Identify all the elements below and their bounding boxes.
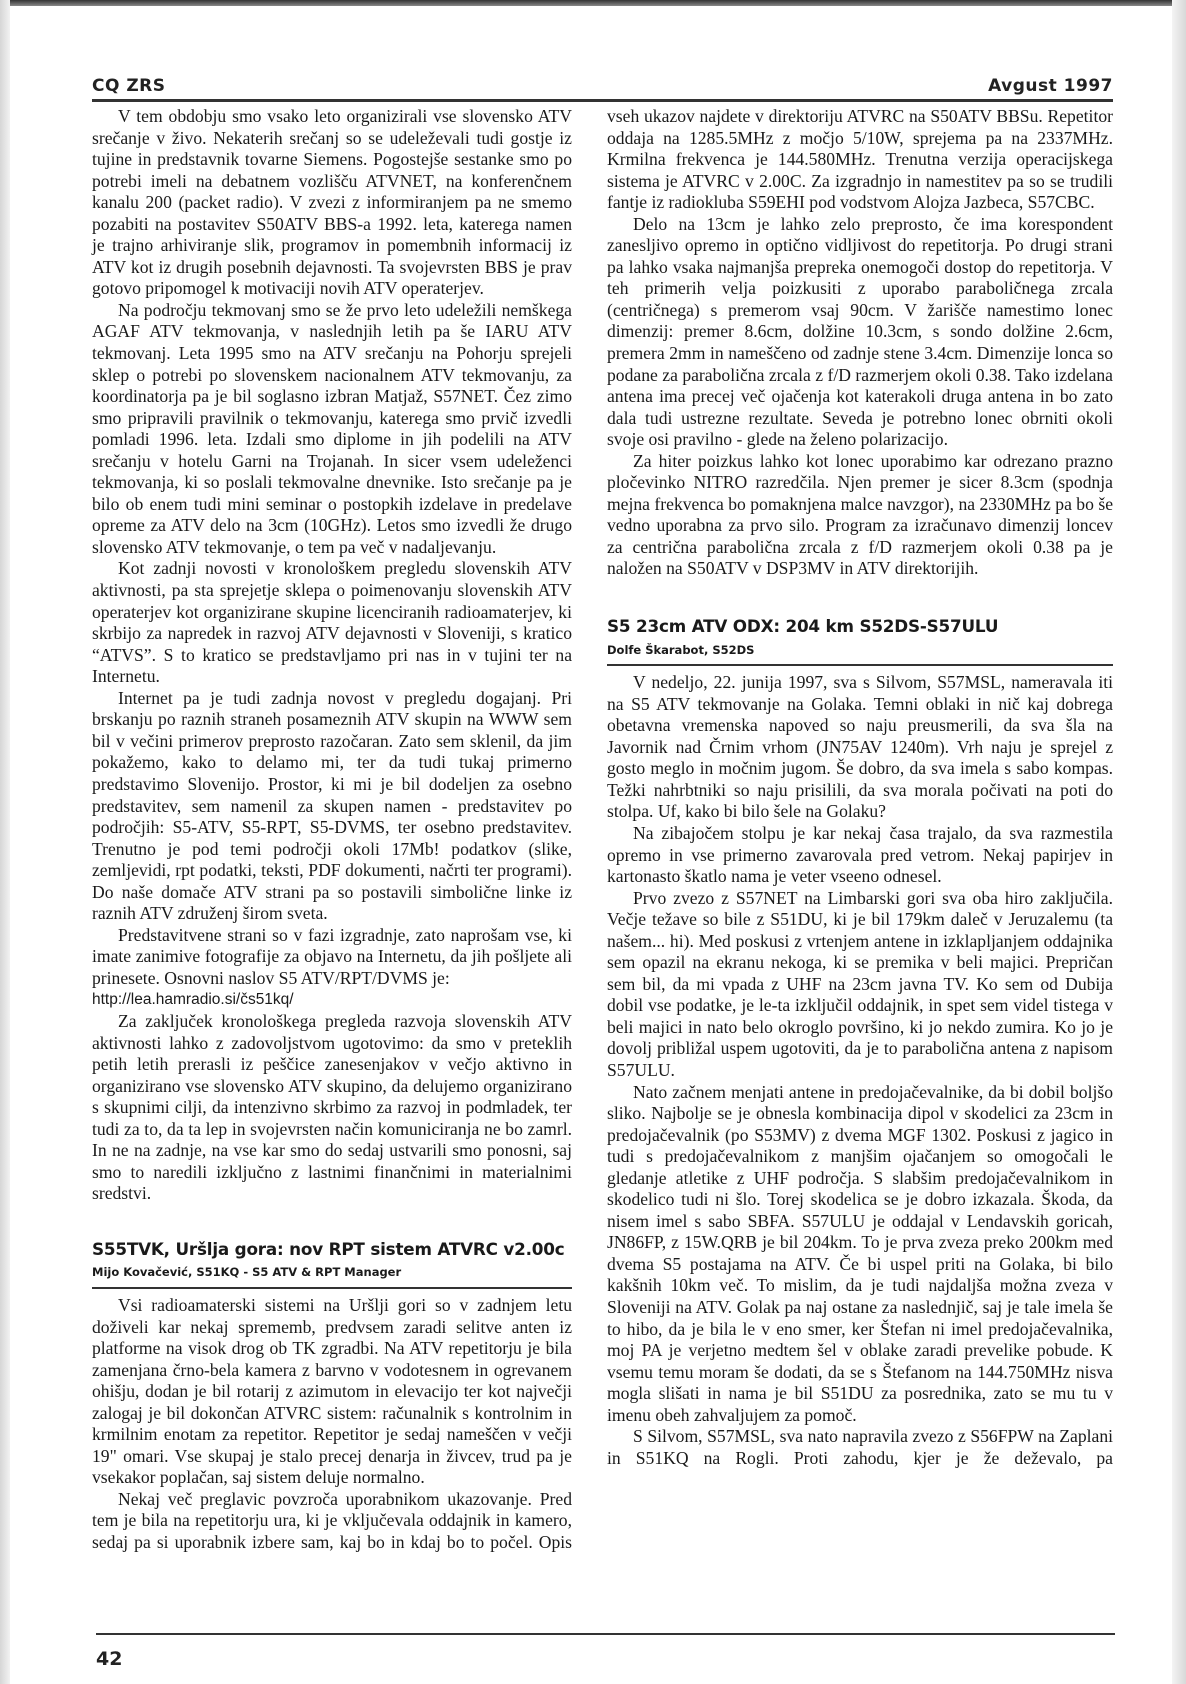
paragraph: V nedeljo, 22. junija 1997, sva s Silvom, S57MSL, nameravala iti na S5 ATV tekmovanje na Golaka. Temni oblaki in nič kaj dobrega obetavna vremenska napoved so naju preusmerili, da sva šla na Javornik nad Črnim vrhom (JN75AV 1240m). Vrh naju je sprejel z gosto meglo in močnim jugom. Še dobro, da sva imela s sabo kompas. Težki nahrbtniki so naju prisilili, da sva morala počivati na poti do stolpa. Uf, kako bi bilo šele na Golaku? [607, 672, 1113, 822]
paragraph: Kot zadnji novosti v kronološkem pregledu slovenskih ATV aktivnosti, pa sta sprejetje sklepa o poimenovanju slovenskih ATV operaterjev kot organizirane skupine licenciranih radioamaterjev, ki skrbijo za napredek in razvoj ATV dejavnosti v Sloveniji, s kratico “ATVS”. S to kratico se predstavljamo pri nas in v tujini ter na Internetu. [92, 558, 572, 687]
article-heading-s5-23cm-odx [607, 616, 1113, 666]
scan-left-edge [0, 0, 10, 1684]
paragraph: Vsi radioamaterski sistemi na Uršlji gori so v zadnjem letu doživeli kar nekaj sprememb, predvsem zaradi selitve anten iz platforme na visok drog ob TK zgradbi. Na ATV repetitorju je bila zamenjana črno-bela kamera z barvno v vodotesnem in ogrevanem ohišju, dodan je bil rotarij z azimutom in elevacijo ter kot največji zalogaj je bil dokončan ATVRC sistem: računalnik s kontrolnim in krmilnim enotam za repetitor. Repetitor je sedaj nameščen v večji 19" omari. Vse skupaj je stalo precej denarja in živcev, trud pa je vsekakor poplačan, saj sistem deluje normalno. [92, 1294, 572, 1488]
paragraph: V tem obdobju smo vsako leto organizirali vse slovensko ATV srečanje v živo. Nekaterih srečanj so se udeleževali tudi gostje iz tujine in predstavnik tovarne Siemens. Pogostejše sestanke smo po potrebi imeli na debatnem vozlišču ATVNET, na konferenčnem kanalu 200 (packet radio). V zvezi z informiranjem pa ne smemo pozabiti na postavitev S50ATV BBS-a 1992. leta, katerega namen je trajno arhiviranje slik, programov in pomembnih informacij iz ATV kot iz drugih posebnih dejavnosti. Ta svojevrsten BBS je prav gotovo pripomogel k motivaciji novih ATV operaterjev. [92, 106, 572, 299]
paragraph: Na zibajočem stolpu je kar nekaj časa trajalo, da sva razmestila opremo in vse primerno zavarovala pred vetrom. Nekaj papirjev in kartonasto škatlo nama je veter vseeno odnesel. [607, 822, 1113, 887]
article-byline: Mijo Kovačević, S51KQ - S5 ATV & RPT Manager [92, 1262, 572, 1289]
paragraph: Za hiter poizkus lahko kot lonec uporabimo kar odrezano prazno pločevinko NITRO razredčila. Njen premer je sicer 8.3cm (spodnja mejna frekvenca bo pomaknjena malce navzgor), na 2330MHz pa bo še vedno uporabna za prvo silo. Program za izračunavo dimenzij loncev za centrična parabolična zrcala z f/D razmerjem okoli 0.38 pa je naložen na S50ATV v DSP3MV in ATV direktorijih. [607, 450, 1113, 579]
paragraph: Internet pa je tudi zadnja novost v pregledu dogajanj. Pri brskanju po raznih straneh posameznih ATV skupin na WWW sem bil v večini primerov preprosto razočaran. Zato sem sklenil, da jim pokažemo, kako to delamo mi, ter da tudi tukaj primerno predstavimo Slovenijo. Prostor, ki mi je bil dodeljen za osebno predstavitev, sem namenil za skupen namen - predstavitev po področjih: S5-ATV, S5-RPT, S5-DVMS, ter osebno predstavitev. Trenutno je pod temi področji okoli 17Mb! podatkov (slike, zemljevidi, rpt podatki, teksti, PDF dokumenti, načrti ter programi). Do naše domače ATV strani pa so postavili simbolične linke iz raznih ATV združenj širom sveta. [92, 687, 572, 924]
right-column [607, 106, 1113, 1469]
paragraph: Za zaključek kronološkega pregleda razvoja slovenskih ATV aktivnosti lahko z zadovoljstvom ugotovimo: da smo v preteklih petih letih prerasli iz peščice zanesenjakov v večjo aktivno in organizirano vse slovensko ATV skupino, da delujemo organizirano s skupnimi cilji, da intenzivno skrbimo za razvoj in podmladek, ter tudi za to, da ta lep in svojevrsten način komuniciranja ne bo zamrl. In ne na zadnje, na vse kar smo do sedaj ustvarili smo ponosni, saj smo to naredili izključno z lastnimi finančnimi in materialnimi sredstvi. [92, 1010, 572, 1204]
paragraph: Na področju tekmovanj smo se že prvo leto udeležili nemškega AGAF ATV tekmovanja, v naslednjih letih pa še IARU ATV tekmovanj. Leta 1995 smo na ATV srečanju na Pohorju sprejeli sklep o potrebi po slovenskem nacionalnem ATV tekmovanju, za koordinatorja pa je bil soglasno izbran Matjaž, S57NET. Čez zimo smo pripravili pravilnik o tekmovanju, katerega smo prvič izvedli pomladi 1996. leta. Izdali smo diplome in jih podelili na ATV srečanju v hotelu Garni na Trojanah. In sicer vsem udeleženci tekmovanja, ki so poslali tekmovalne dnevnike. Isto srečanje pa je bilo ob enem tudi mini seminar o postopkih izdelave in predelave opreme za ATV delo na 3cm (10GHz). Letos smo izvedli že drugo slovensko ATV tekmovanje, o tem pa več v nadaljevanju. [92, 299, 572, 557]
running-header-publication: CQ ZRS [92, 76, 166, 96]
paragraph: Prvo zvezo z S57NET na Limbarski gori sva oba hiro zaključila. Večje težave so bile z S51DU, ki je bil 179km daleč v Jeruzalemu (ta našem... hi). Med poskusi z vrtenjem antene in izklapljanjem oddajnika sem opazil na ekranu nekoga, ki se premika v beli majici. Prepričan sem bil, da mi vpada z UHF na 23cm javna TV. Ko sem od Dubija dobil vse podatke, je le-ta izključil oddajnik, in spet sem videl tistega v beli majici in nato belo okroglo površino, ki jo nekdo zumira. Ko jo je dovolj približal uspem ugotoviti, da je to parabolična antena z napisom S57ULU. [607, 887, 1113, 1080]
paragraph: Delo na 13cm je lahko zelo preprosto, če ima korespondent zanesljivo opremo in optično vidljivost do repetitorja. Po drugi strani pa lahko vsaka najmanjša prepreka onemogoči dostop do repetitorja. V teh primerih velja poizkusiti z uporabo paraboličnega zrcala (centričnega) s premerom vsaj 90cm. V žarišče namestimo lonec dimenzij: premer 8.6cm, dolžine 10.3cm, s sondo dolžine 2.6cm, premera 2mm in nameščeno od zadnje stene 3.4cm. Dimenzije lonca so podane za parabolična zrcala z f/D razmerjem okoli 0.38. Tako izdelana antena ima precej več ojačenja kot katerakoli druga antena in bo zato dala tudi ustrezne rezultate. Seveda je potrebno lonec obrniti okoli svoje osi pravilno - glede na želeno polarizacijo. [607, 213, 1113, 450]
paragraph: vseh ukazov najdete v direktoriju ATVRC na S50ATV BBSu. Repetitor oddaja na 1285.5MHz z močjo 5/10W, sprejema pa na 2337MHz. Krmilna frekvenca je 144.580MHz. Trenutna verzija operacijskega sistema je ATVRC v 2.00C. Za izgradnjo in namestitev pa so se trudili fantje iz radiokluba S59EHI pod vodstvom Alojza Jazbeca, S57CBC. [607, 106, 1113, 213]
article-title: S55TVK, Uršlja gora: nov RPT sistem ATVRC v2.00c [92, 1238, 565, 1259]
paragraph: Predstavitvene strani so v fazi izgradnje, zato naprošam vse, ki imate zanimive fotografije za objavo na Internetu, da jih pošljete ali prinesete. Osnovni naslov S5 ATV/RPT/DVMS je: [92, 924, 572, 988]
article-byline: Dolfe Škarabot, S52DS [607, 640, 1113, 667]
page-number: 42 [96, 1648, 123, 1670]
article-title: S5 23cm ATV ODX: 204 km S52DS-S57ULU [607, 616, 999, 637]
paragraph: Nekaj več preglavic povzroča uporabnikom ukazovanje. Pred tem je bila na repetitorju ura, ki je vključevala oddajnik in kamero, sedaj pa si uporabnik izbere sam, kaj bo in kdaj bo to počel. Opis [92, 1488, 572, 1552]
url-link[interactable]: http://lea.hamradio.si/čs51kq/ [92, 991, 294, 1009]
scan-top-edge [0, 0, 1186, 6]
header-rule [92, 99, 1113, 102]
scan-right-edge [1172, 0, 1186, 1684]
paragraph: Nato začnem menjati antene in predojačevalnike, da bi dobil boljšo sliko. Najbolje se je obnesla kombinacija dipol v skodelici za 23cm in predojačevalnik (po S53MV) z dvema MGF 1302. Poskusi z jagico in tudi s predojačevalnikom z manjšim ojačanjem so omogočali le gledanje atletike z UHF področja. S slabšim predojačevalnikom in skodelico tudi ni šlo. Torej skodelica se je dobro izkazala. Škoda, da nisem imel s sabo SBFA. S57ULU je oddajal v Lendavskih goricah, JN86FP, z 15W.QRB je bil 204km. To je prva zveza preko 200km med dvema S5 postajama na ATV. Če bi uspel priti na Golaka, bi bilo kakšnih 10km več. To mislim, da je tudi najdaljša možna zveza v Sloveniji na ATV. Golak pa naj ostane za naslednjič, saj je tale imela še to hibo, da je bila le v eno smer, ker Štefan ni imel predojačevalnika, moj PA je verjetno medtem šel v oblake zaradi prevelike pobude. K vsemu temu moram še dodati, da se s Štefanom na 144.750MHz nisva mogla slišati in nama je bil S51DU za posrednika, zato se mu tu v imenu obeh zahvaljujem za pomoč. [607, 1081, 1113, 1425]
footer-rule [96, 1633, 1115, 1635]
paragraph: S Silvom, S57MSL, sva nato napravila zvezo z S56FPW na Zaplani in S51KQ na Rogli. Proti zahodu, kjer je že deževalo, pa [607, 1426, 1113, 1468]
article-heading-s55tvk [92, 1239, 572, 1289]
left-column [92, 106, 572, 1554]
running-header-issue: Avgust 1997 [988, 76, 1113, 96]
